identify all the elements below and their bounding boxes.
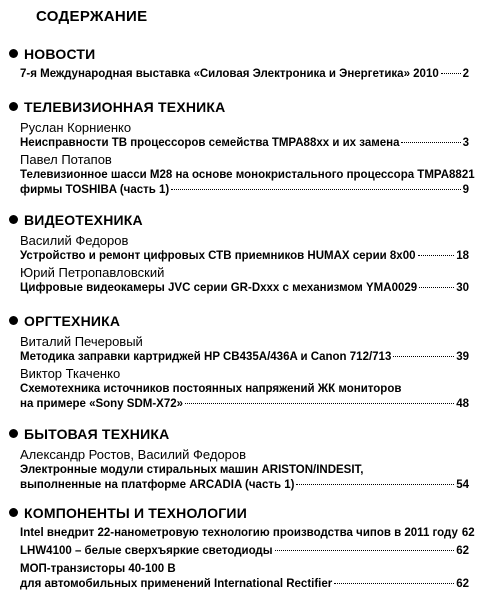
- dot-leader: [275, 550, 455, 551]
- bullet-icon: [9, 215, 18, 224]
- entry-title: Неисправности ТВ процессоров семейства TMPA88xx и их замена: [20, 137, 400, 149]
- toc-title: СОДЕРЖАНИЕ: [36, 8, 148, 25]
- entry-title: Устройство и ремонт цифровых СТВ приемников HUMAX серии 8х00: [20, 250, 416, 262]
- entry-title: LHW4100 – белые сверхъяркие светодиоды: [20, 545, 273, 557]
- entry-title-continued: выполненные на платформе ARCADIA (часть 1): [20, 479, 295, 491]
- entry-title: 7-я Международная выставка «Силовая Электроника и Энергетика» 2010: [20, 68, 439, 80]
- dot-leader: [185, 403, 454, 404]
- toc-entry[interactable]: [20, 350, 469, 365]
- page-number: 30: [456, 282, 469, 294]
- section-heading-household: БЫТОВАЯ ТЕХНИКА: [9, 426, 169, 442]
- dot-leader: [171, 189, 460, 190]
- page-number: 3: [462, 137, 469, 149]
- toc-entry[interactable]: [20, 562, 469, 592]
- section-heading-tv: ТЕЛЕВИЗИОННАЯ ТЕХНИКА: [9, 99, 226, 115]
- entry-author: Василий Федоров: [20, 233, 129, 248]
- entry-title-continued: для автомобильных применений International Rectifier: [20, 578, 333, 590]
- page-number: 39: [456, 351, 469, 363]
- page-number: 62: [456, 545, 469, 557]
- section-heading-components: КОМПОНЕНТЫ И ТЕХНОЛОГИИ: [9, 505, 247, 521]
- dot-leader: [296, 484, 454, 485]
- entry-author: Руслан Корниенко: [20, 120, 132, 135]
- page-number: 2: [462, 68, 469, 80]
- entry-title: Методика заправки картриджей HP CB435A/436A и Canon 712/713: [20, 351, 392, 363]
- entry-title-continued: на примере «Sony SDM-X72»: [20, 398, 184, 410]
- entry-title: МОП-транзисторы 40-100 В: [20, 563, 176, 575]
- entry-author: Александр Ростов, Василий Федоров: [20, 447, 247, 462]
- page-number: 54: [456, 479, 469, 491]
- entry-author: Павел Потапов: [20, 152, 112, 167]
- toc-entry[interactable]: [20, 168, 475, 198]
- page-number: 18: [456, 250, 469, 262]
- toc-entry[interactable]: [20, 67, 469, 82]
- entry-title: Электронные модули стиральных машин ARISTON/INDESIT,: [20, 464, 364, 476]
- toc-entry[interactable]: [20, 526, 475, 541]
- entry-title: Цифровые видеокамеры JVC серии GR-Dxxx с механизмом YMA0029: [20, 282, 418, 294]
- section-heading-video: ВИДЕОТЕХНИКА: [9, 212, 143, 228]
- entry-author: Виталий Печеровый: [20, 334, 143, 349]
- page-number: 62: [456, 578, 469, 590]
- dot-leader: [419, 287, 454, 288]
- toc-entry[interactable]: [20, 544, 469, 559]
- bullet-icon: [9, 102, 18, 111]
- section-heading-news: НОВОСТИ: [9, 46, 95, 62]
- entry-title-continued: фирмы TOSHIBA (часть 1): [20, 184, 170, 196]
- toc-entry[interactable]: [20, 136, 469, 151]
- dot-leader: [393, 356, 454, 357]
- page-number: 9: [462, 184, 469, 196]
- bullet-icon: [9, 316, 18, 325]
- entry-author: Юрий Петропавловский: [20, 265, 165, 280]
- page-number: 48: [456, 398, 469, 410]
- toc-entry[interactable]: [20, 382, 469, 412]
- entry-title: Схемотехника источников постоянных напряжений ЖК мониторов: [20, 383, 402, 395]
- entry-title: Intel внедрит 22-нанометровую технологию производства чипов в 2011 году: [20, 527, 458, 539]
- bullet-icon: [9, 49, 18, 58]
- toc-entry[interactable]: [20, 249, 469, 264]
- page-number: 62: [461, 527, 475, 539]
- toc-entry[interactable]: [20, 281, 469, 296]
- dot-leader: [334, 583, 454, 584]
- entry-author: Виктор Ткаченко: [20, 366, 121, 381]
- section-heading-office: ОРГТЕХНИКА: [9, 313, 120, 329]
- dot-leader: [441, 73, 461, 74]
- entry-title: Телевизионное шасси М28 на основе монокристального процессора TMPA8821: [20, 169, 475, 181]
- dot-leader: [401, 142, 460, 143]
- dot-leader: [418, 255, 455, 256]
- toc-entry[interactable]: [20, 463, 469, 493]
- bullet-icon: [9, 508, 18, 517]
- bullet-icon: [9, 429, 18, 438]
